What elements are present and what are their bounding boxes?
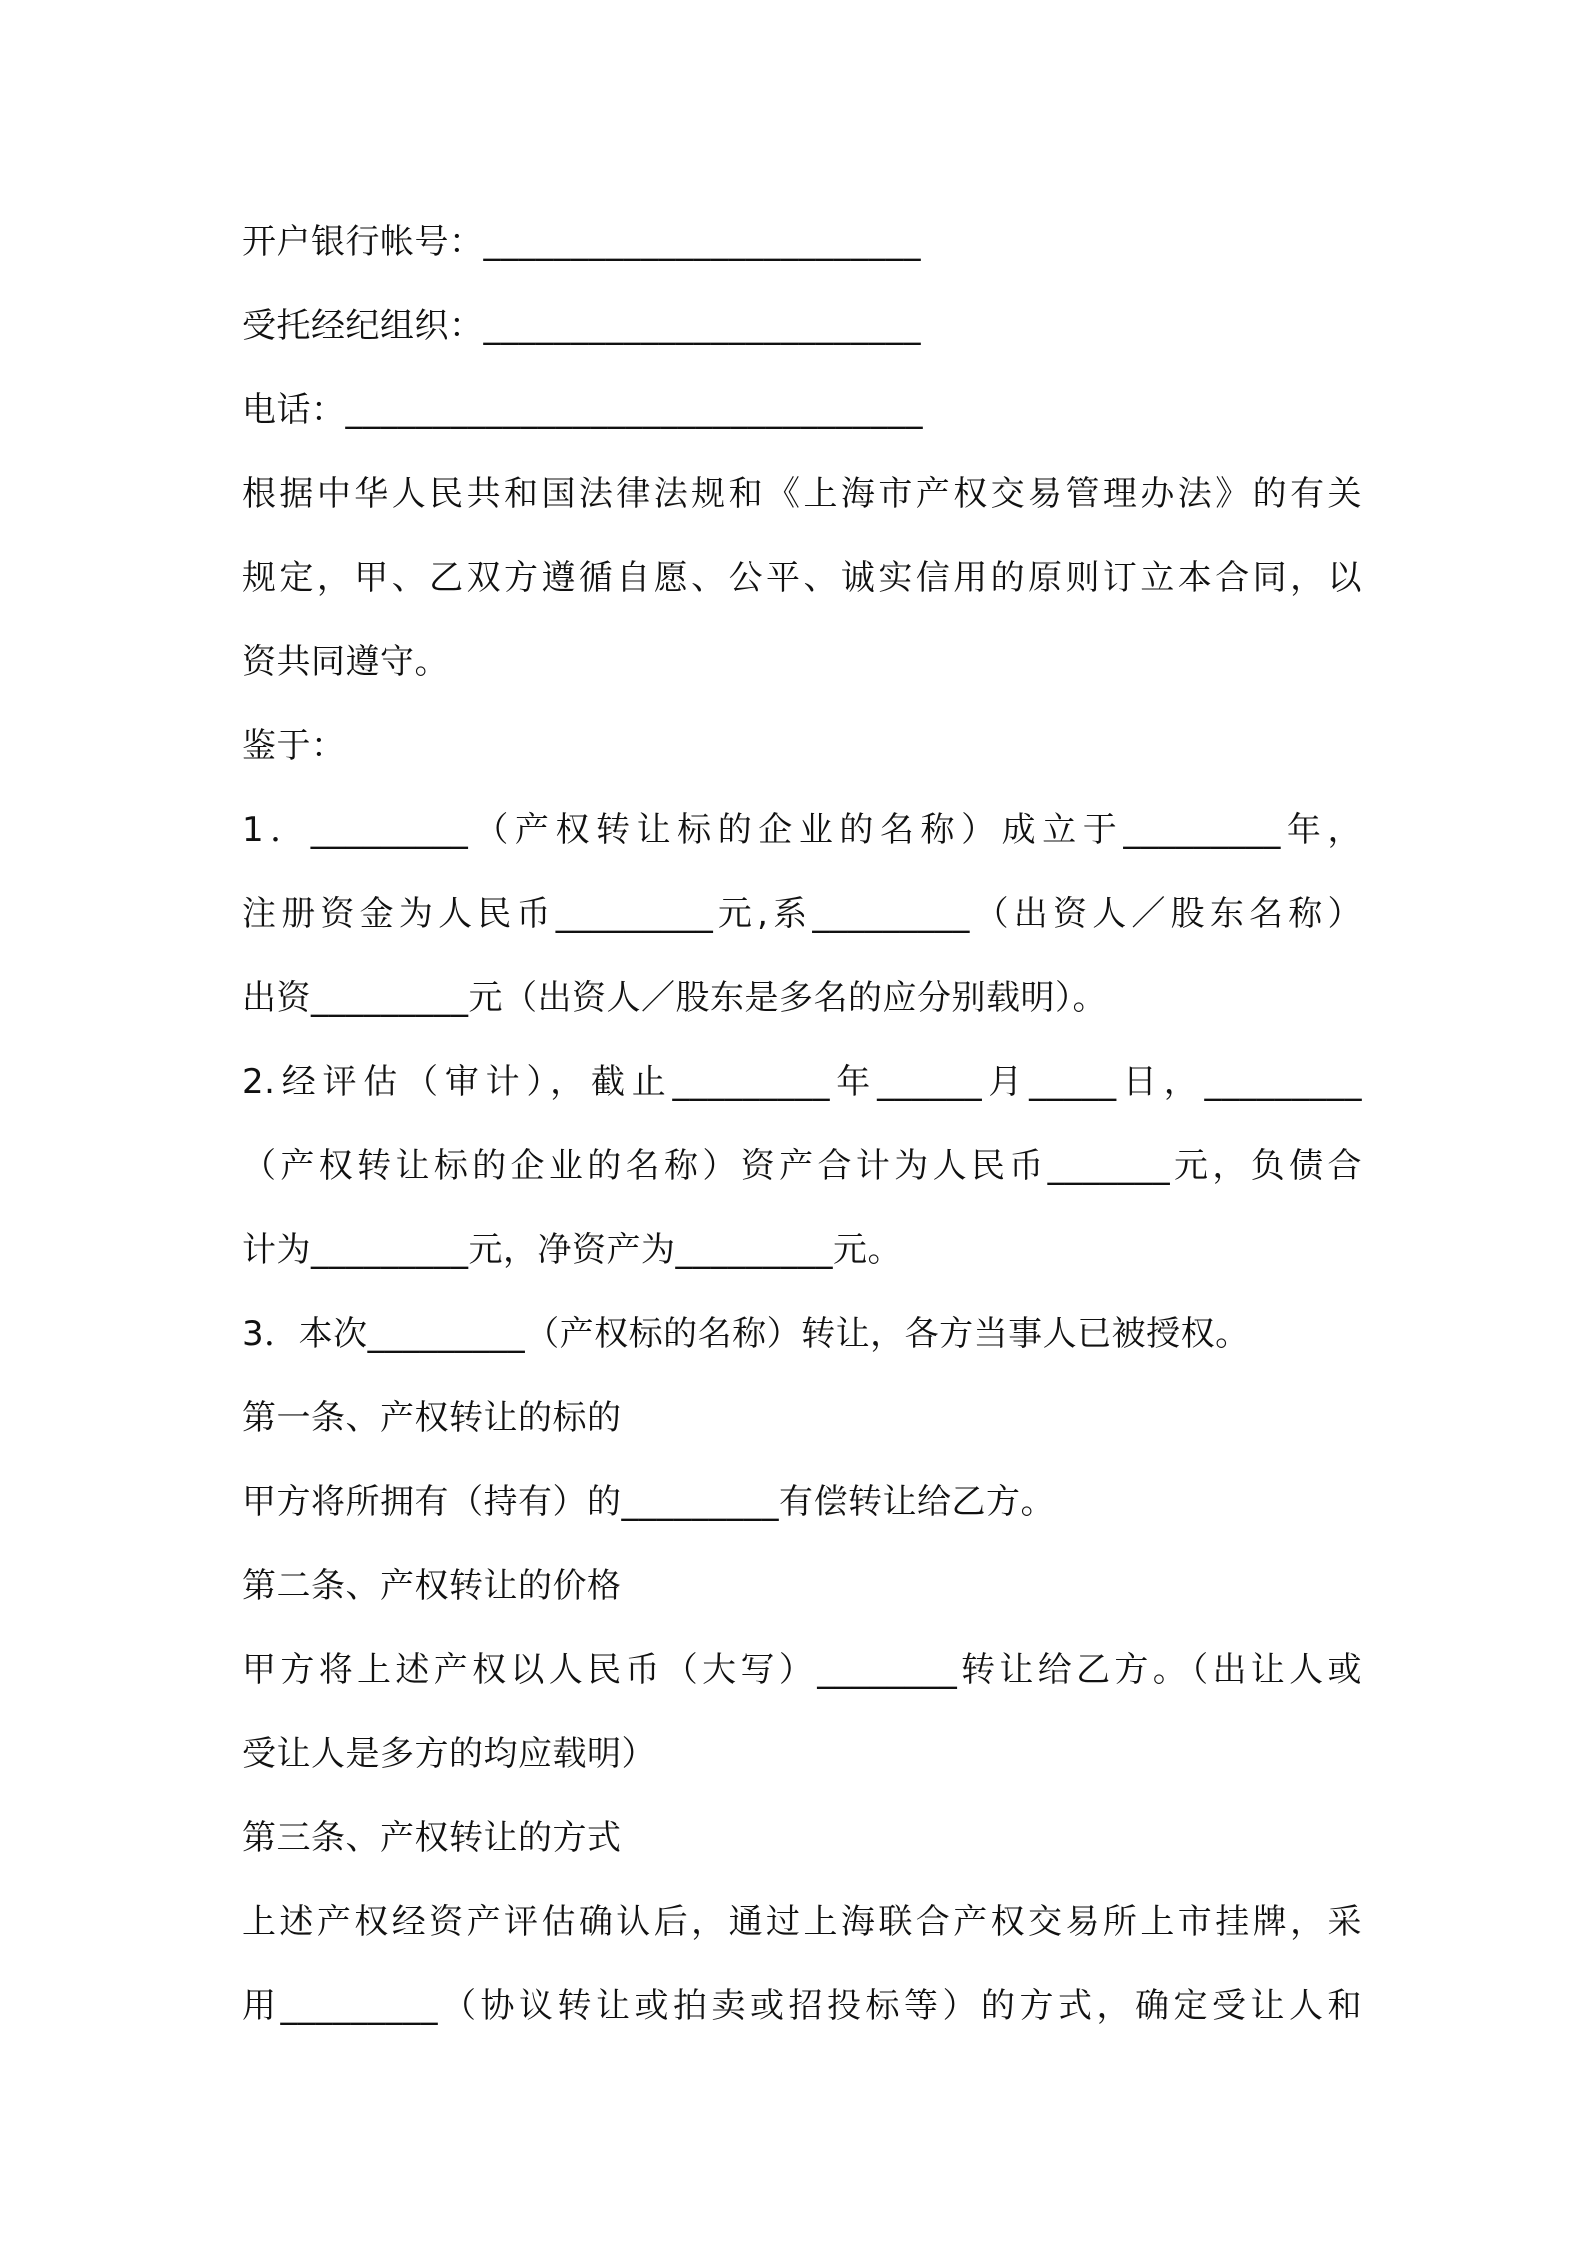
recital-2-line: 2.经评估（审计），截止_________年______月_____日，_________ [242, 1062, 1362, 1102]
article-1-body: 甲方将所拥有（持有）的_________有偿转让给乙方。 [242, 1482, 1055, 1522]
preamble-line: 规定，甲、乙双方遵循自愿、公平、诚实信用的原则订立本合同，以 [242, 558, 1362, 598]
article-1-heading: 第一条、产权转让的标的 [242, 1398, 622, 1438]
phone-line: 电话：_________________________________ [242, 390, 923, 430]
recital-1-line: 注册资金为人民币_________元,系_________（出资人／股东名称） [242, 894, 1362, 934]
article-2-body: 受让人是多方的均应载明） [242, 1734, 656, 1774]
recital-2-line: 计为_________元，净资产为_________元。 [242, 1230, 902, 1270]
bank-account-line: 开户银行帐号：_________________________ [242, 222, 921, 262]
article-3-body: 用_________（协议转让或拍卖或招投标等）的方式，确定受让人和 [242, 1986, 1362, 2026]
preamble-line: 资共同遵守。 [242, 642, 449, 682]
whereas-heading: 鉴于： [242, 726, 346, 766]
broker-organization-line: 受托经纪组织：_________________________ [242, 306, 921, 346]
document-page [242, 200, 1362, 2048]
recital-1-line: 出资_________元（出资人／股东是多名的应分别载明）。 [242, 978, 1107, 1018]
article-3-body: 上述产权经资产评估确认后，通过上海联合产权交易所上市挂牌，采 [242, 1902, 1362, 1942]
recital-1-line: 1．_________（产权转让标的企业的名称）成立于_________年， [242, 810, 1362, 850]
article-2-heading: 第二条、产权转让的价格 [242, 1566, 622, 1606]
preamble-line: 根据中华人民共和国法律法规和《上海市产权交易管理办法》的有关 [242, 474, 1362, 514]
article-3-heading: 第三条、产权转让的方式 [242, 1818, 622, 1858]
recital-2-line: （产权转让标的企业的名称）资产合计为人民币_______元，负债合 [242, 1146, 1362, 1186]
recital-3-line: 3．本次_________（产权标的名称）转让，各方当事人已被授权。 [242, 1314, 1250, 1354]
article-2-body: 甲方将上述产权以人民币（大写）________转让给乙方。（出让人或 [242, 1650, 1362, 1690]
